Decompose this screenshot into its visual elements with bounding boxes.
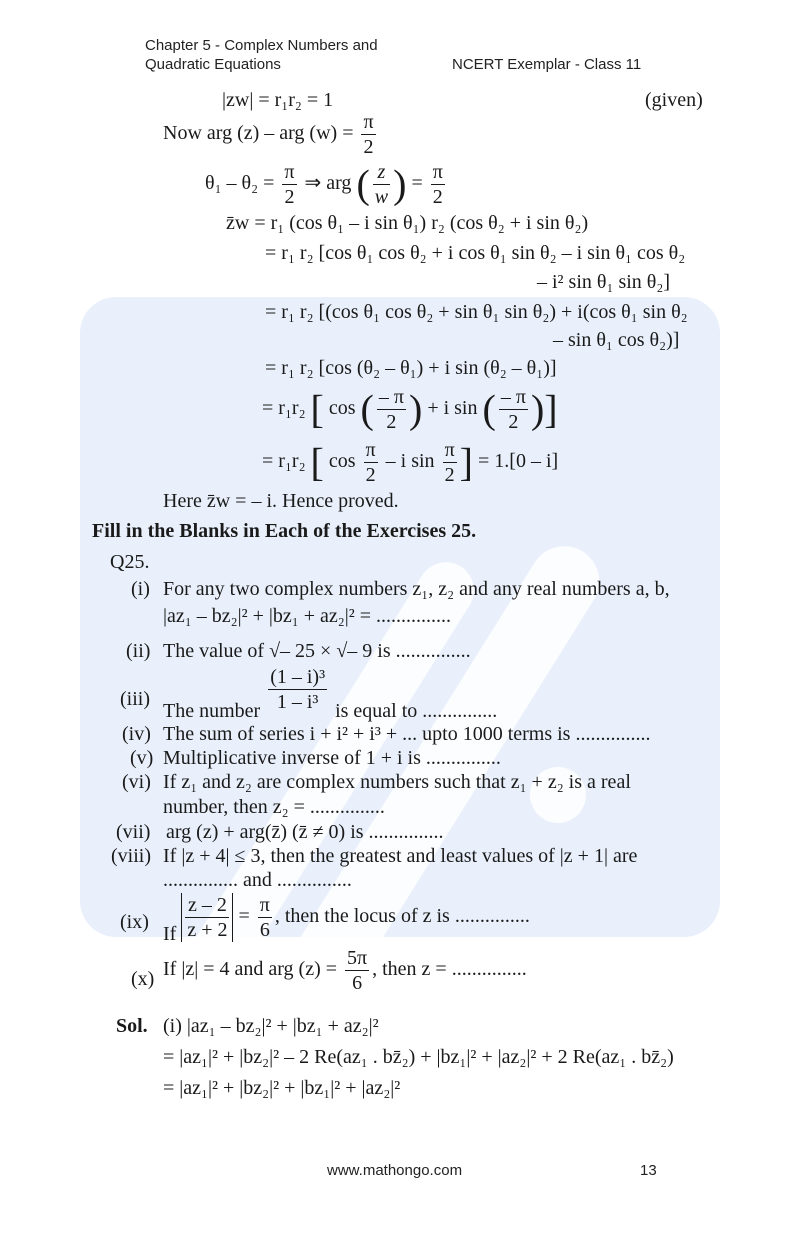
denominator: z + 2 bbox=[187, 919, 228, 941]
fraction-z-over-w bbox=[373, 160, 390, 209]
question-ix-prefix: If bbox=[163, 923, 177, 946]
proof-line-10 bbox=[262, 385, 558, 434]
proof-line-8: – sin θ₁ cos θ₂)] bbox=[553, 329, 680, 351]
question-label-ix: (ix) bbox=[120, 911, 149, 933]
numerator: (1 – i)³ bbox=[270, 666, 326, 688]
right-paren: ) bbox=[530, 386, 545, 432]
proof-line-11 bbox=[262, 438, 558, 487]
denominator: 2 bbox=[499, 409, 528, 434]
fraction-pi-over-2 bbox=[443, 438, 457, 487]
proof-line-5: = r₁ r₂ [cos θ₁ cos θ₂ + i cos θ₁ sin θ₂ – i sin θ₁ cos θ₂ bbox=[265, 242, 686, 264]
solution-label: Sol. bbox=[116, 1015, 148, 1037]
proof-conclusion: Here z̄w = – i. Hence proved. bbox=[163, 490, 399, 512]
proof-line-4: z̄w = r₁ (cos θ₁ – i sin θ₁) r₂ (cos θ₂ + i sin θ₂) bbox=[226, 212, 589, 234]
left-bracket: [ bbox=[310, 439, 324, 485]
denominator: 2 bbox=[282, 184, 296, 209]
cos-text: cos bbox=[328, 450, 356, 473]
question-text-viii: If |z + 4| ≤ 3, then the greatest and least values of |z + 1| are bbox=[163, 845, 638, 867]
fraction-pi-over-6 bbox=[258, 893, 272, 942]
right-bracket: ] bbox=[544, 386, 558, 432]
denominator: 2 bbox=[443, 462, 457, 487]
numerator: π bbox=[284, 161, 295, 183]
numerator: – π bbox=[378, 386, 404, 408]
question-text-vi-2: number, then z₂ = ............... bbox=[163, 796, 385, 818]
plus-i-sin: + i sin bbox=[427, 397, 478, 420]
question-text-vii: arg (z) + arg(z̄) (z̄ ≠ 0) is ............... bbox=[166, 821, 444, 843]
proof-given-note: (given) bbox=[645, 89, 703, 111]
question-text-x bbox=[163, 946, 527, 995]
left-bracket: [ bbox=[310, 386, 324, 432]
question-text-i-2: |az₁ – bz₂|² + |bz₁ + az₂|² = ............... bbox=[163, 605, 451, 627]
footer-website: www.mathongo.com bbox=[327, 1162, 463, 1179]
numerator: π bbox=[363, 111, 374, 133]
proof-line-9: = r₁ r₂ [cos (θ₂ – θ₁) + i sin (θ₂ – θ₁)] bbox=[265, 357, 557, 379]
denominator: w bbox=[374, 186, 389, 208]
question-text-i: For any two complex numbers z₁, z₂ and any real numbers a, b, bbox=[163, 578, 670, 600]
solution-line-2: = |az₁|² + |bz₂|² – 2 Re(az₁ . bz̄₂) + |bz₁|² + |az₂|² + 2 Re(az₁ . bz̄₂) bbox=[163, 1046, 674, 1068]
section-heading: Fill in the Blanks in Each of the Exercises 25. bbox=[92, 520, 477, 542]
fraction-question-iii bbox=[268, 665, 327, 714]
question-iii-suffix: is equal to ............... bbox=[335, 700, 498, 723]
denominator: 6 bbox=[258, 917, 272, 942]
proof-line-11-prefix: = r₁r₂ bbox=[262, 450, 306, 473]
question-text-ix bbox=[163, 893, 530, 946]
book-title: NCERT Exemplar - Class 11 bbox=[452, 56, 642, 73]
fraction-5pi-over-6 bbox=[345, 946, 369, 995]
question-text-v: Multiplicative inverse of 1 + i is ............... bbox=[163, 747, 501, 769]
numerator: – π bbox=[500, 386, 526, 408]
numerator: π bbox=[432, 161, 443, 183]
solution-line-1: (i) |az₁ – bz₂|² + |bz₁ + az₂|² bbox=[163, 1015, 379, 1037]
question-iii-prefix: The number bbox=[163, 700, 261, 723]
denominator: 2 bbox=[364, 462, 378, 487]
question-label-ii: (ii) bbox=[126, 640, 151, 662]
proof-line-2 bbox=[163, 110, 379, 159]
fraction-minus-pi-over-2 bbox=[377, 385, 406, 434]
implies-arg: ⇒ arg bbox=[304, 172, 352, 195]
cos-text: cos bbox=[328, 397, 356, 420]
question-text-viii-2: ............... and ............... bbox=[163, 869, 352, 891]
question-label-vii: (vii) bbox=[116, 821, 151, 843]
chapter-title-line2: Quadratic Equations bbox=[145, 56, 281, 73]
left-paren: ( bbox=[360, 386, 374, 432]
question-text-iii bbox=[163, 665, 498, 723]
minus-i-sin: – i sin bbox=[385, 450, 435, 473]
question-label-iii: (iii) bbox=[120, 688, 150, 710]
question-x-suffix: , then z = ............... bbox=[372, 958, 527, 981]
numerator: π bbox=[444, 439, 455, 461]
right-bracket: ] bbox=[459, 439, 473, 485]
question-label-iv: (iv) bbox=[122, 723, 151, 745]
abs-value-bars bbox=[181, 893, 233, 942]
proof-line-6: – i² sin θ₁ sin θ₂] bbox=[537, 271, 670, 293]
denominator: 2 bbox=[361, 134, 375, 159]
page-number: 13 bbox=[640, 1162, 657, 1179]
denominator: 2 bbox=[377, 409, 406, 434]
left-paren: ( bbox=[482, 386, 496, 432]
proof-line-2-text: Now arg (z) – arg (w) = bbox=[163, 122, 354, 145]
numerator: π bbox=[259, 894, 270, 916]
chapter-title bbox=[145, 36, 378, 74]
right-paren: ) bbox=[408, 386, 423, 432]
numerator: z – 2 bbox=[187, 894, 227, 916]
proof-line-3-text: θ₁ – θ₂ = bbox=[205, 172, 275, 195]
question-label-vi: (vi) bbox=[122, 771, 151, 793]
question-label-x: (x) bbox=[131, 968, 155, 990]
fraction-pi-over-2 bbox=[364, 438, 378, 487]
question-text-ii: The value of √– 25 × √– 9 is ............... bbox=[163, 640, 471, 662]
question-text-vi: If z₁ and z₂ are complex numbers such that z₁ + z₂ is a real bbox=[163, 771, 631, 793]
proof-line-3: θ₁ – θ₂ = $\frac{\pi}{2}$ ⇒ arg ( $\frac{z}{w}$ ) = $\frac{\pi}{2}$ bbox=[205, 161, 443, 208]
question-text-iv: The sum of series i + i² + i³ + ... upto 1000 terms is ............... bbox=[163, 723, 651, 745]
numerator: 5π bbox=[347, 947, 368, 969]
denominator: 6 bbox=[345, 970, 369, 995]
numerator: z bbox=[377, 161, 386, 183]
fraction-pi-over-2 bbox=[282, 160, 296, 209]
proof-line-10-prefix: = r₁r₂ bbox=[262, 397, 306, 420]
question-ix-suffix: , then the locus of z is ............... bbox=[274, 905, 530, 928]
proof-line-11-result: = 1.[0 – i] bbox=[478, 450, 559, 473]
question-label-viii: (viii) bbox=[111, 845, 151, 867]
numerator: π bbox=[365, 439, 376, 461]
chapter-title-line1: Chapter 5 - Complex Numbers and bbox=[145, 37, 378, 54]
question-x-prefix: If |z| = 4 and arg (z) = bbox=[163, 958, 338, 981]
left-paren: ( bbox=[356, 161, 370, 207]
solution-line-3: = |az₁|² + |bz₂|² + |bz₁|² + |az₂|² bbox=[163, 1077, 401, 1099]
fraction-pi-over-2 bbox=[361, 110, 375, 159]
denominator: 2 bbox=[431, 184, 445, 209]
question-label-i: (i) bbox=[131, 578, 150, 600]
fraction-question-ix bbox=[185, 893, 229, 942]
equals-sign: = bbox=[238, 905, 250, 928]
right-paren: ) bbox=[393, 161, 407, 207]
proof-line-1: |zw| = r₁r₂ = 1 bbox=[222, 89, 334, 111]
fraction-pi-over-2 bbox=[431, 160, 445, 209]
fraction-minus-pi-over-2 bbox=[499, 385, 528, 434]
denominator: 1 – i³ bbox=[268, 689, 327, 714]
question-label-v: (v) bbox=[130, 747, 154, 769]
question-number: Q25. bbox=[110, 551, 150, 573]
proof-line-7: = r₁ r₂ [(cos θ₁ cos θ₂ + sin θ₁ sin θ₂) + i(cos θ₁ sin θ₂ bbox=[265, 301, 688, 323]
